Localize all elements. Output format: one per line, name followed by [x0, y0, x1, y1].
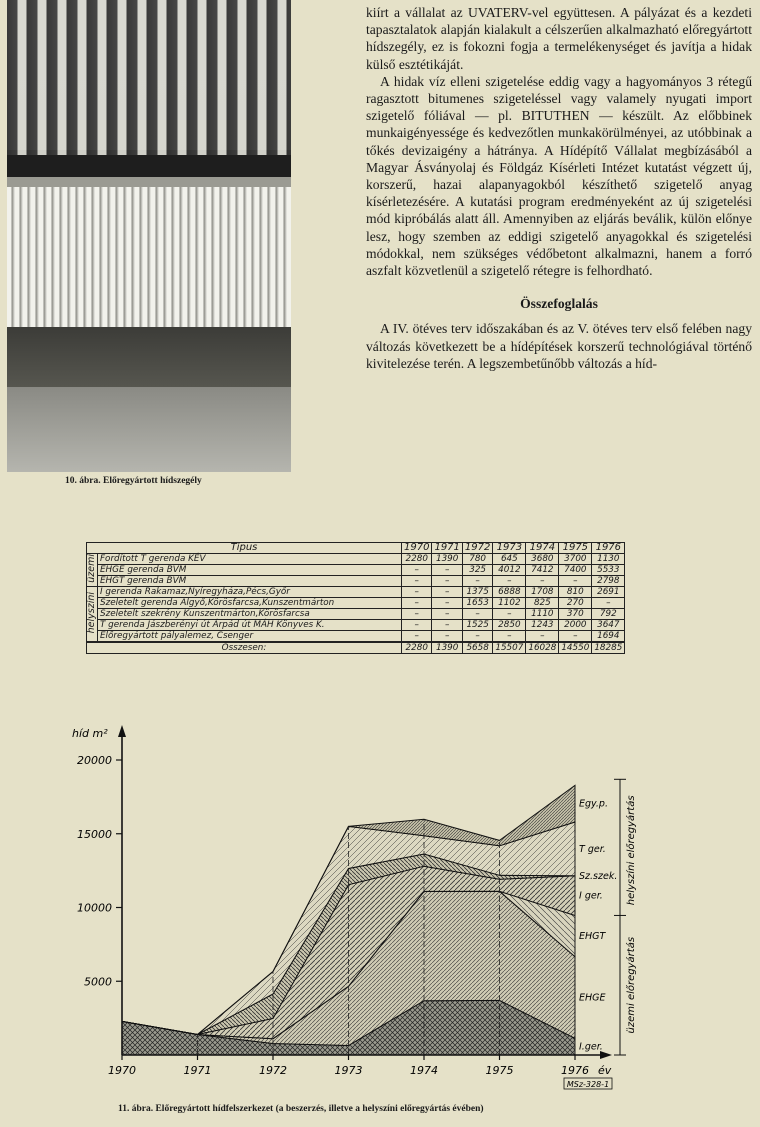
y-tick-label: 5000: [84, 975, 112, 989]
total-cell: 5658: [462, 642, 492, 654]
table-cell: –: [402, 620, 432, 631]
table-cell: –: [462, 609, 492, 620]
series-label: EHGT: [579, 931, 606, 943]
table-cell: 1708: [526, 587, 559, 598]
year-header: 1972: [462, 543, 492, 554]
table-cell: 2280: [402, 554, 432, 565]
table-cell: –: [402, 609, 432, 620]
table-cell: 2850: [493, 620, 526, 631]
y-axis-label: híd m²: [72, 727, 108, 740]
table-cell: 825: [526, 598, 559, 609]
table-cell: 1243: [526, 620, 559, 631]
photo-underside: [7, 327, 291, 387]
table-cell: 1375: [462, 587, 492, 598]
table-cell: –: [402, 631, 432, 643]
x-tick-label: 1975: [485, 1064, 514, 1077]
table-row: [87, 620, 625, 631]
series-label: Egy.p.: [579, 798, 608, 810]
series-label: T ger.: [579, 843, 606, 855]
x-tick-label: 1973: [334, 1064, 363, 1077]
table-cell: –: [493, 576, 526, 587]
table-row: [87, 576, 625, 587]
table-cell: 325: [462, 565, 492, 576]
table-cell: 810: [559, 587, 592, 598]
y-tick-label: 20000: [77, 754, 112, 767]
table-cell: 1694: [592, 631, 625, 643]
table-cell: 2691: [592, 587, 625, 598]
section-title: Összefoglalás: [520, 296, 598, 312]
series-label: I ger.: [579, 890, 603, 902]
year-header: 1970: [402, 543, 432, 554]
figure-10-caption: 10. ábra. Előregyártott hídszegély: [65, 476, 202, 486]
table-cell: 780: [462, 554, 492, 565]
table-cell: 1110: [526, 609, 559, 620]
table-cell: 3680: [526, 554, 559, 565]
bracket-label-onsite: helyszíni előregyártás: [626, 795, 637, 906]
row-label: EHGE gerenda BVM: [98, 565, 402, 576]
table-cell: 3700: [559, 554, 592, 565]
row-label: Fordított T gerenda KÉV: [98, 554, 402, 565]
table-cell: 2000: [559, 620, 592, 631]
table-cell: –: [402, 587, 432, 598]
y-tick-label: 15000: [77, 827, 112, 841]
table-cell: 6888: [493, 587, 526, 598]
table-cell: 1653: [462, 598, 492, 609]
table-cell: 4012: [493, 565, 526, 576]
table-cell: 1525: [462, 620, 492, 631]
table-cell: –: [402, 565, 432, 576]
table-cell: 1390: [432, 554, 462, 565]
series-label: Sz.szek.: [579, 870, 618, 882]
y-axis-arrow: [118, 725, 126, 737]
table-cell: 370: [559, 609, 592, 620]
x-tick-label: 1974: [410, 1064, 438, 1077]
row-label: Szeletelt szekrény Kunszentmárton,Körösfarcsa: [98, 609, 402, 620]
table-cell: –: [432, 598, 462, 609]
table-cell: 5533: [592, 565, 625, 576]
table-cell: –: [402, 598, 432, 609]
type-header: Típus: [87, 543, 402, 554]
year-header: 1971: [432, 543, 462, 554]
stamp-label: MSz-328-1: [566, 1080, 610, 1089]
year-header: 1976: [592, 543, 625, 554]
table-cell: –: [592, 598, 625, 609]
bracket-label-factory: üzemi előregyártás: [626, 936, 637, 1034]
table-cell: 7412: [526, 565, 559, 576]
table-cell: 270: [559, 598, 592, 609]
table-row: [87, 565, 625, 576]
table-header-row: [87, 543, 625, 554]
table-cell: 1130: [592, 554, 625, 565]
table-row: [87, 554, 625, 565]
table-cell: –: [432, 631, 462, 643]
stacked-area-chart: [0, 715, 760, 1110]
total-cell: 16028: [526, 642, 559, 654]
paragraph-1: kiírt a vállalat az UVATERV-vel együttesen. A pályázat és a kezdeti tapasztalatok alapján kialakult a célszerűen alkalmazható előregyártott hídszegély, ez is fokozni fogja a termelékenységet és javítja a hidak külső esztétikáját.: [366, 5, 752, 72]
y-tick-label: 10000: [77, 901, 112, 915]
total-cell: 1390: [432, 642, 462, 654]
photo-cornice: [7, 177, 291, 187]
table-cell: –: [526, 631, 559, 643]
table-cell: –: [559, 576, 592, 587]
total-cell: 15507: [493, 642, 526, 654]
text-column: [366, 4, 752, 372]
table-cell: 792: [592, 609, 625, 620]
year-header: 1975: [559, 543, 592, 554]
row-label: Szeletelt gerenda Algyő,Körösfarcsa,Kunszentmárton: [98, 598, 402, 609]
row-label: EHGT gerenda BVM: [98, 576, 402, 587]
table-cell: –: [493, 609, 526, 620]
x-tick-label: 1976: [561, 1064, 589, 1077]
x-tick-label: 1972: [259, 1064, 287, 1077]
photo-handrail: [7, 155, 291, 177]
table-cell: –: [432, 620, 462, 631]
table-cell: –: [493, 631, 526, 643]
table-cell: 3647: [592, 620, 625, 631]
table-cell: –: [462, 576, 492, 587]
photo-ground: [7, 387, 291, 472]
table-cell: 2798: [592, 576, 625, 587]
table-row: [87, 631, 625, 643]
x-tick-label: 1970: [108, 1064, 136, 1077]
total-cell: 18285: [592, 642, 625, 654]
table-cell: –: [432, 609, 462, 620]
paragraph-2: A hidak víz elleni szigetelése eddig vagy a hagyományos 3 rétegű ragasztott bitumenes szigeteléssel vagy valamely nyugati import szigetelő fóliával — pl. BITUTHEN — készült. Az előbbinek munkaigényessége és kedvezőtlen munkakörülményei, az utóbbinak a tőkés devizaigény a hátránya. A Hídépítő Vállalat megbízásából a Magyar Ásványolaj és Földgáz Kísérleti Intézet kutatást végzett új, korszerű, hazai alapanyagokból készíthető szigetelő anyag kísérletezésére. A kutatási program eredményeként az új szigetelési mód kipróbálás alatt áll. Amennyiben az eljárás beválik, külön előnye lesz, hogy szemben az eddigi szigetelő anyagokkal és szigetelési módokkal, nem szükséges védőbetont alkalmazni, hanem a forró aszfalt közvetlenül a szigetelő rétegre is felhordható.: [366, 73, 752, 279]
table-cell: –: [432, 576, 462, 587]
x-axis-label: év: [598, 1064, 612, 1077]
year-header: 1974: [526, 543, 559, 554]
total-label: Összesen:: [87, 642, 402, 654]
table-cell: –: [462, 631, 492, 643]
table-total-row: [87, 642, 625, 654]
row-label: T gerenda Jászberényi út Árpád út MÁH Könyves K.: [98, 620, 402, 631]
year-header: 1973: [493, 543, 526, 554]
group-label-factory: üzemi: [87, 554, 98, 587]
row-label: I gerenda Rakamaz,Nyíregyháza,Pécs,Győr: [98, 587, 402, 598]
table-cell: –: [432, 565, 462, 576]
table-row: [87, 598, 625, 609]
table-cell: –: [432, 587, 462, 598]
figure-11-caption: 11. ábra. Előregyártott hídfelszerkezet (a beszerzés, illetve a helyszíni előregyártás évében): [118, 1104, 484, 1114]
table-row: [87, 609, 625, 620]
table-cell: –: [402, 576, 432, 587]
table-cell: –: [559, 631, 592, 643]
total-cell: 2280: [402, 642, 432, 654]
series-label: I.ger.: [579, 1041, 603, 1053]
total-cell: 14550: [559, 642, 592, 654]
table-cell: 7400: [559, 565, 592, 576]
table-cell: 645: [493, 554, 526, 565]
series-label: EHGE: [579, 992, 606, 1004]
table-row: [87, 587, 625, 598]
photo-railing-posts: [7, 0, 291, 160]
x-tick-label: 1971: [183, 1064, 212, 1077]
bridge-edge-photo: [7, 0, 291, 472]
summary-paragraph: A IV. ötéves terv időszakában és az V. ötéves terv első felében nagy változás következett be a hídépítések korszerű technológiával történő kivitelezése terén. A legszembetűnőbb változás a híd-: [366, 321, 752, 371]
production-table: [86, 542, 625, 654]
photo-edge-panel: [7, 187, 291, 327]
row-label: Előregyártott pályalemez, Csenger: [98, 631, 402, 643]
table-cell: 1102: [493, 598, 526, 609]
group-label-onsite: helyszíni: [87, 587, 98, 643]
table-cell: –: [526, 576, 559, 587]
